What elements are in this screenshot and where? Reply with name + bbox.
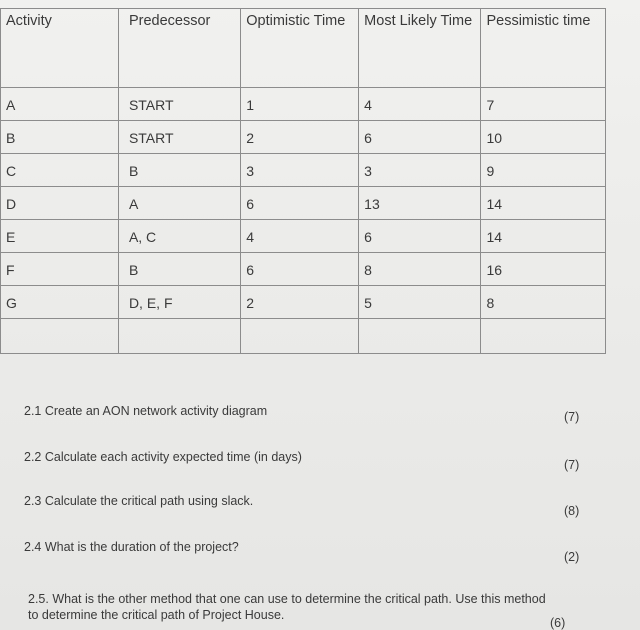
table-row	[1, 88, 606, 121]
cell-predecessor: A	[118, 187, 240, 220]
cell-predecessor: B	[118, 154, 240, 187]
table-row	[1, 286, 606, 319]
cell-most-likely: 5	[359, 286, 481, 319]
question-marks: (7)	[564, 458, 580, 472]
header-pessimistic-time: Pessimistic time	[481, 9, 606, 88]
cell-activity: C	[1, 154, 119, 187]
question-text: 2.3 Calculate the critical path using slack.	[24, 494, 254, 508]
cell-optimistic: 3	[241, 154, 359, 187]
cell-activity: E	[1, 220, 119, 253]
cell-pessimistic: 8	[481, 286, 606, 319]
cell-most-likely: 8	[359, 253, 481, 286]
empty-cell	[118, 319, 240, 354]
header-activity: Activity	[1, 9, 119, 88]
table-row	[1, 121, 606, 154]
table-header-row	[1, 9, 606, 88]
question-text: 2.1 Create an AON network activity diagram	[24, 404, 268, 418]
table-row	[1, 253, 606, 286]
cell-pessimistic: 7	[481, 88, 606, 121]
cell-pessimistic: 16	[481, 253, 606, 286]
cell-most-likely: 4	[359, 88, 481, 121]
cell-activity: F	[1, 253, 119, 286]
cell-activity: B	[1, 121, 119, 154]
cell-pessimistic: 14	[481, 220, 606, 253]
table-row	[1, 154, 606, 187]
question-2-2	[24, 450, 584, 472]
cell-predecessor: D, E, F	[118, 286, 240, 319]
table-row	[1, 220, 606, 253]
question-2-3	[24, 494, 584, 518]
activity-time-table	[0, 8, 606, 354]
empty-cell	[1, 319, 119, 354]
header-optimistic-time: Optimistic Time	[241, 9, 359, 88]
cell-predecessor: A, C	[118, 220, 240, 253]
cell-optimistic: 2	[241, 286, 359, 319]
cell-pessimistic: 14	[481, 187, 606, 220]
cell-most-likely: 6	[359, 220, 481, 253]
table-row	[1, 187, 606, 220]
cell-most-likely: 3	[359, 154, 481, 187]
cell-activity: A	[1, 88, 119, 121]
cell-predecessor: B	[118, 253, 240, 286]
cell-predecessor: START	[118, 88, 240, 121]
question-text: 2.5. What is the other method that one can use to determine the critical path. Use this method	[28, 592, 546, 606]
cell-optimistic: 4	[241, 220, 359, 253]
question-marks: (7)	[564, 410, 580, 424]
question-marks: (6)	[550, 616, 566, 630]
empty-cell	[241, 319, 359, 354]
question-2-1	[24, 404, 584, 424]
table-row-empty	[1, 319, 606, 354]
cell-most-likely: 13	[359, 187, 481, 220]
question-marks: (8)	[564, 504, 580, 518]
question-marks: (2)	[564, 550, 580, 564]
question-2-5	[28, 592, 588, 630]
empty-cell	[481, 319, 606, 354]
cell-pessimistic: 9	[481, 154, 606, 187]
cell-activity: D	[1, 187, 119, 220]
cell-pessimistic: 10	[481, 121, 606, 154]
question-text: 2.4 What is the duration of the project?	[24, 540, 239, 554]
header-most-likely-time: Most Likely Time	[359, 9, 481, 88]
question-text-line2: to determine the critical path of Project House.	[28, 608, 285, 622]
cell-optimistic: 6	[241, 253, 359, 286]
cell-activity: G	[1, 286, 119, 319]
cell-optimistic: 1	[241, 88, 359, 121]
cell-predecessor: START	[118, 121, 240, 154]
cell-optimistic: 2	[241, 121, 359, 154]
question-text: 2.2 Calculate each activity expected time (in days)	[24, 450, 302, 464]
cell-optimistic: 6	[241, 187, 359, 220]
header-predecessor: Predecessor	[118, 9, 240, 88]
cell-most-likely: 6	[359, 121, 481, 154]
question-2-4	[24, 540, 584, 564]
empty-cell	[359, 319, 481, 354]
